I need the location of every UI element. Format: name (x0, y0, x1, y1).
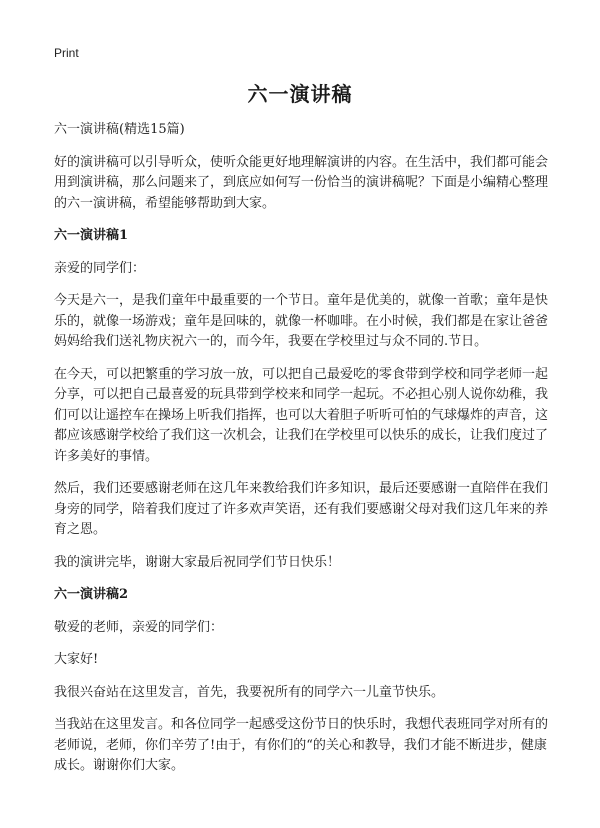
page-title: 六一演讲稿 (247, 82, 353, 106)
section1-paragraph-1: 今天是六一，是我们童年中最重要的一个节日。童年是优美的，就像一首歌；童年是快乐的，就像一场游戏；童年是回味的，就像一杯咖啡。在小时候，我们都是在家让爸爸妈妈给我们送礼物庆祝六一的，而今年，我要在学校里过与众不同的.节日。 (54, 293, 549, 349)
intro-paragraph: 好的演讲稿可以引导听众，使听众能更好地理解演讲的内容。在生活中，我们都可能会用到演讲稿，那么问题来了，到底应如何写一份恰当的演讲稿呢？下面是小编精心整理的六一演讲稿，希望能够帮助到大家。 (54, 154, 549, 211)
section-heading-1: 六一演讲稿1 (54, 228, 129, 243)
section-heading-2: 六一演讲稿2 (54, 587, 129, 602)
document-subtitle: 六一演讲稿(精选15篇) (54, 122, 185, 137)
section2-paragraph-1: 大家好! (54, 652, 99, 667)
print-link[interactable]: Print (54, 46, 79, 60)
section1-closing: 我的演讲完毕，谢谢大家最后祝同学们节日快乐！ (54, 554, 341, 570)
document-body (54, 120, 554, 789)
section1-paragraph-2: 在今天，可以把繁重的学习放一放，可以把自己最爱吃的零食带到学校和同学老师一起分享，可以把自己最喜爱的玩具带到学校来和同学一起玩。不必担心别人说你幼稚，我们可以让遥控车在操场上听我们指挥，也可以大着胆子听听可怕的气球爆炸的声音，这都应该感谢学校给了我们这一次机会，让我们在学校里可以快乐的成长，让我们度过了许多美好的事情。 (54, 366, 549, 464)
section2-paragraph-3: 当我站在这里发言。和各位同学一起感受这份节日的快乐时，我想代表班同学对所有的老师说，老师，你们辛劳了!由于，有你们的“的关心和教导，我们才能不断进步，健康成长。谢谢你们大家。 (54, 717, 549, 773)
section1-greeting: 亲爱的同学们： (54, 260, 146, 276)
section2-greeting: 敬爱的老师，亲爱的同学们： (54, 619, 224, 635)
section2-paragraph-2: 我很兴奋站在这里发言，首先，我要祝所有的同学六一儿童节快乐。 (54, 684, 445, 700)
section1-paragraph-3: 然后，我们还要感谢老师在这几年来教给我们许多知识，最后还要感谢一直陪伴在我们身旁的同学，陪着我们度过了许多欢声笑语，还有我们要感谢父母对我们这几年来的养育之恩。 (54, 481, 549, 537)
